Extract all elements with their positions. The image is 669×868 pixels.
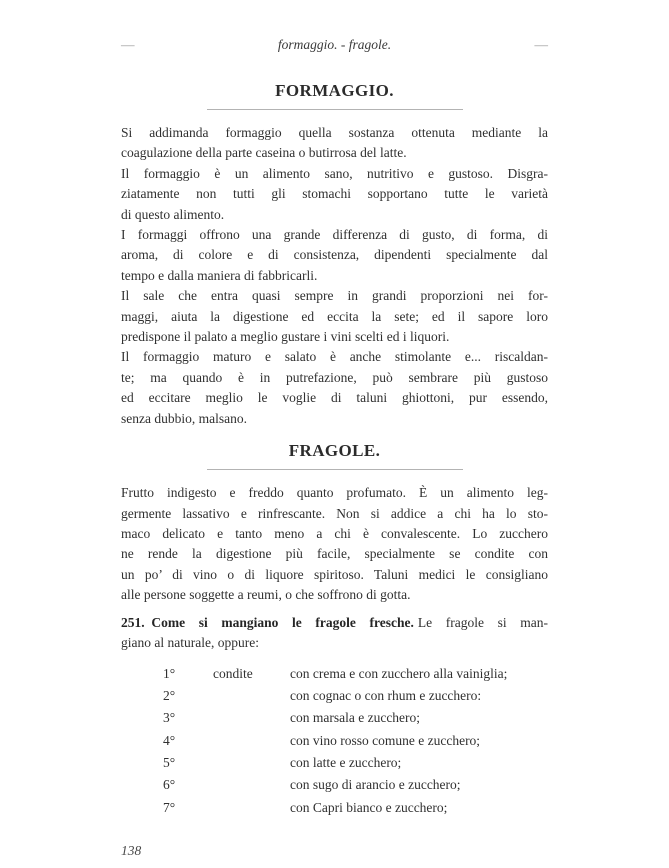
serving-description: con marsala e zucchero;	[290, 710, 421, 726]
text-line: aroma, di colore e di consistenza, dipendenti specialmente dal	[121, 247, 548, 263]
serving-qualifier: condite	[213, 665, 253, 681]
text-line: germente lassativo e rinfrescante. Non si addice a chi ha lo sto-	[121, 505, 548, 521]
serving-description: con latte e zucchero;	[290, 754, 402, 770]
text-line: alle persone soggette a reumi, o che soffrono di gotta.	[121, 587, 411, 603]
text-line: Frutto indigesto e freddo quanto profumato. È un alimento leg-	[121, 485, 548, 501]
running-head-title: formaggio. - fragole.	[277, 37, 392, 52]
recipe-intro-line1	[121, 613, 548, 634]
text-line: Il formaggio è un alimento sano, nutritivo e gustoso. Disgra-	[121, 165, 548, 181]
serving-qualifier	[213, 707, 290, 729]
title-rule	[207, 469, 463, 470]
text-line: maco delicato e tanto meno a chi è convalescente. Lo zucchero	[121, 525, 548, 541]
paragraph	[121, 347, 548, 429]
recipe-number: 251.	[121, 614, 145, 630]
serving-qualifier	[213, 774, 290, 796]
text-line: senza dubbio, malsano.	[121, 410, 247, 426]
serving-option-row	[121, 685, 548, 707]
serving-ordinal: 6°	[163, 777, 176, 793]
serving-description: con crema e con zucchero alla vainiglia;	[290, 665, 508, 681]
paragraph	[121, 164, 548, 225]
section-title-formaggio: FORMAGGIO.	[275, 81, 394, 100]
running-head	[121, 36, 548, 54]
running-head-right-dash: —	[534, 37, 548, 52]
paragraph	[121, 123, 548, 164]
text-line: coagulazione della parte caseina o butirrosa del latte.	[121, 145, 407, 161]
text-line: di questo alimento.	[121, 206, 225, 222]
text-line: ed eccitare meglio le voglie di taluni ghiottoni, pur essendo,	[121, 390, 548, 406]
serving-qualifier	[213, 752, 290, 774]
section-fragole	[121, 440, 548, 605]
serving-qualifier	[213, 685, 290, 707]
paragraph	[121, 483, 548, 605]
text-line: predispone il palato a meglio gustare i vini scelti ed i liquori.	[121, 329, 450, 345]
serving-option-row	[121, 663, 548, 685]
page-footer	[121, 843, 548, 859]
serving-ordinal: 7°	[163, 799, 176, 815]
running-head-left-dash: —	[121, 37, 135, 52]
serving-ordinal: 1°	[163, 665, 176, 681]
text-line: ne rende la digestione più facile, specialmente se condite con	[121, 546, 548, 562]
text-line: maggi, aiuta la digestione ed eccita la sete; ed il sapore loro	[121, 308, 548, 324]
text-line: Si addimanda formaggio quella sostanza ottenuta mediante la	[121, 125, 548, 140]
serving-option-row	[121, 752, 548, 774]
serving-description: con sugo di arancio e zucchero;	[290, 777, 461, 793]
serving-option-row	[121, 774, 548, 796]
recipe-entry	[121, 613, 548, 654]
section-body-fragole	[121, 483, 548, 605]
page-number: 138	[121, 842, 142, 858]
serving-ordinal: 4°	[163, 732, 176, 748]
section-title-fragole: FRAGOLE.	[288, 441, 381, 461]
text-line: ziatamente non tutti gli stomachi sopportano tutte le varietà	[121, 186, 548, 202]
serving-ordinal: 2°	[163, 688, 176, 704]
text-line: Il formaggio maturo e salato è anche stimolante e... riscaldan-	[121, 349, 548, 365]
serving-qualifier	[213, 797, 290, 819]
paragraph	[121, 286, 548, 347]
serving-option-row	[121, 730, 548, 752]
title-rule	[207, 109, 463, 110]
text-line: Il sale che entra quasi sempre in grandi proporzioni nei for-	[121, 288, 548, 304]
serving-description: con Capri bianco e zucchero;	[290, 799, 448, 815]
serving-ordinal: 3°	[163, 710, 176, 726]
section-body-formaggio	[121, 123, 548, 429]
serving-description: con vino rosso comune e zucchero;	[290, 732, 481, 748]
serving-qualifier	[213, 730, 290, 752]
text-line: tempo e dalla maniera di fabbricarli.	[121, 267, 318, 283]
text-line: te; ma quando è in putrefazione, può sembrare più gustoso	[121, 369, 548, 385]
recipe-intro-tail: Le fragole si man-	[417, 614, 548, 630]
serving-ordinal: 5°	[163, 754, 176, 770]
recipe-intro-line2: giano al naturale, oppure:	[121, 635, 259, 651]
serving-description: con cognac o con rhum e zucchero:	[290, 688, 482, 704]
section-formaggio	[121, 80, 548, 429]
text-line: I formaggi offrono una grande differenza di gusto, di forma, di	[121, 227, 548, 243]
paragraph	[121, 225, 548, 286]
serving-option-row	[121, 707, 548, 729]
serving-option-row	[121, 797, 548, 819]
serving-list	[121, 663, 548, 819]
recipe-title: Come si mangiano le fragole fresche.	[151, 614, 414, 630]
text-line: un po’ di vino o di liquore spiritoso. Taluni medici le consigliano	[121, 566, 548, 582]
